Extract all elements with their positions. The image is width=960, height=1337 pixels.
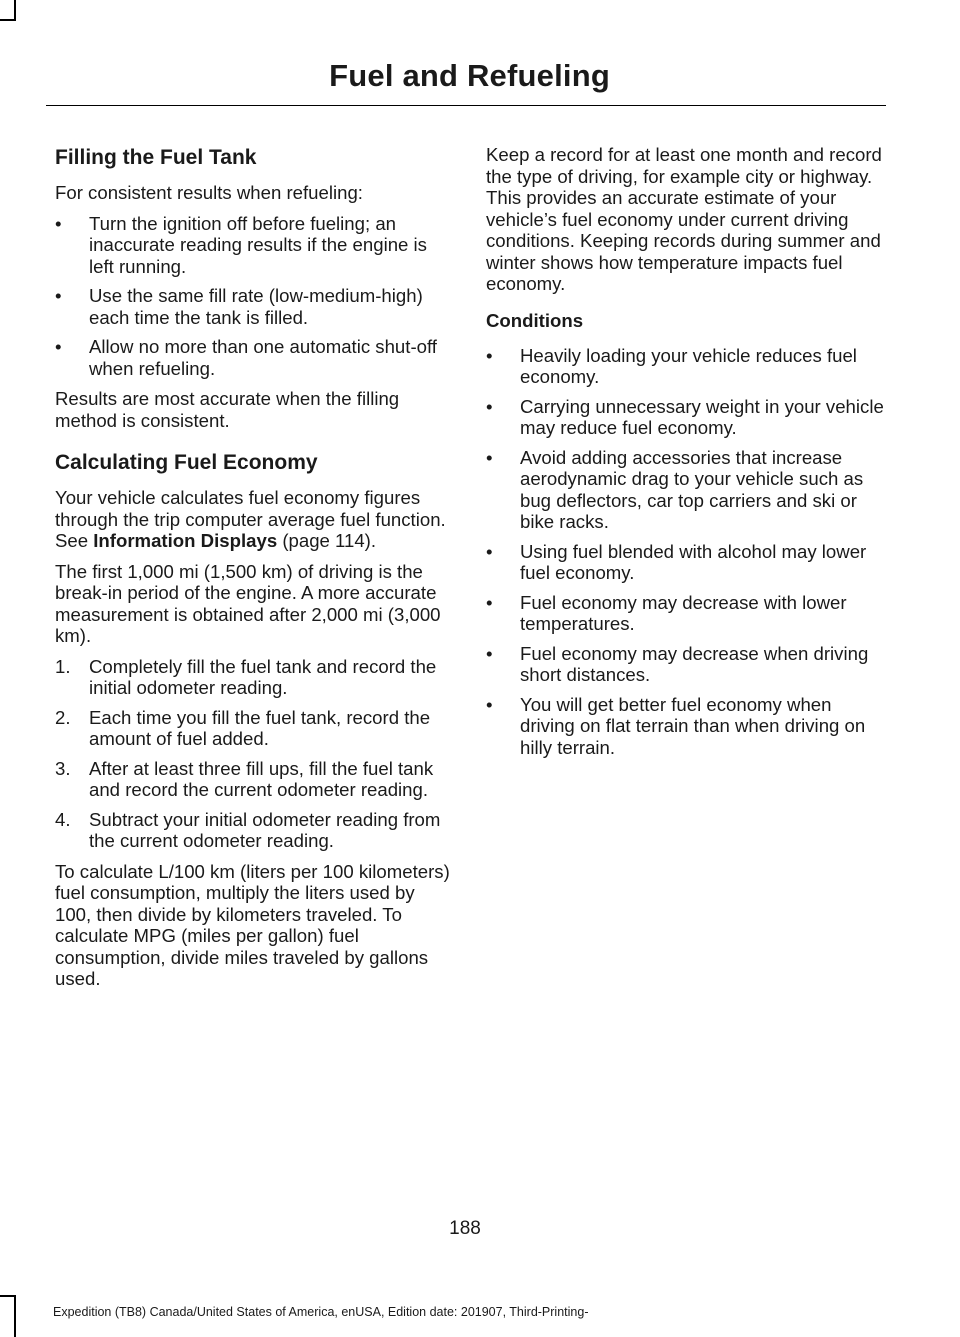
list-item: • Use the same fill rate (low-medium-high) each time the tank is filled. [55,285,423,328]
bullet: • [486,395,493,417]
list-item: • Allow no more than one automatic shut-off when refueling. [55,336,437,379]
calc-heading: Calculating Fuel Economy [55,451,318,474]
list-item: • Avoid adding accessories that increase aerodynamic drag to your vehicle such as bug deflectors, car top carriers and ski or bike racks. [486,446,864,532]
list-item: 2. Each time you fill the fuel tank, record the amount of fuel added. [55,706,431,749]
page-title: Fuel and Refueling [329,58,610,93]
filling-list [55,213,450,380]
step-number: 3. [55,757,71,779]
left-column [55,144,450,999]
list-item: • Carrying unnecessary weight in your vehicle may reduce fuel economy. [486,395,884,438]
bullet: • [55,285,62,306]
list-item: 1. Completely fill the fuel tank and record the initial odometer reading. [55,655,437,698]
right-column [486,144,884,767]
bullet: • [486,591,493,613]
calc-paragraph-2: The first 1,000 mi (1,500 km) of driving is the break-in period of the engine. A more accurate measurement is obtained after 2,000 mi (3,000 km). [55,560,441,646]
bullet: • [486,446,493,468]
step-number: 4. [55,808,71,830]
list-item: • Fuel economy may decrease with lower temperatures. [486,591,847,634]
crop-mark-top-left-vertical [14,0,16,20]
list-item: 4. Subtract your initial odometer reading from the current odometer reading. [55,808,441,851]
step-number: 2. [55,706,71,728]
conditions-heading: Conditions [486,309,584,331]
list-item: • Using fuel blended with alcohol may lower fuel economy. [486,540,867,583]
step-number: 1. [55,655,71,677]
list-item: • Fuel economy may decrease when driving short distances. [486,642,869,685]
calc-paragraph-3: To calculate L/100 km (liters per 100 kilometers) fuel consumption, multiply the liters used by 100, then divide by kilometers traveled. To calculate MPG (miles per gallon) fuel consumption, divide miles traveled by gallons used. [55,860,450,989]
record-paragraph: Keep a record for at least one month and record the type of driving, for example city or highway. This provides an accurate estimate of your vehicle’s fuel economy under current driving conditions. Keeping records during summer and winter shows how temperature impacts fuel economy. [486,144,882,294]
footer-edition-text: Expedition (TB8) Canada/United States of America, enUSA, Edition date: 201907, Third-Printing- [53,1305,589,1319]
list-item: • Turn the ignition off before fueling; an inaccurate reading results if the engine is left running. [55,212,427,277]
crop-mark-top-left-horizontal [0,19,16,21]
list-item: 3. After at least three fill ups, fill the fuel tank and record the current odometer reading. [55,757,434,800]
crop-mark-bottom-left-vertical [14,1295,16,1337]
bullet: • [486,642,493,664]
steps-list [55,656,450,852]
cross-reference-link[interactable]: Information Displays [93,530,278,551]
filling-outro: Results are most accurate when the filling method is consistent. [55,388,400,431]
list-item: • You will get better fuel economy when driving on flat terrain than when driving on hilly terrain. [486,693,866,758]
list-item: • Heavily loading your vehicle reduces fuel economy. [486,344,857,387]
calc-paragraph-1: Your vehicle calculates fuel economy figures through the trip computer average fuel function. See Information Displays (page 114). [55,487,446,551]
bullet: • [486,540,493,562]
header-rule [46,105,886,106]
bullet: • [55,212,62,234]
filling-intro: For consistent results when refueling: [55,182,363,203]
page-number: 188 [449,1218,481,1239]
crop-mark-bottom-left-horizontal [0,1295,16,1297]
conditions-list [486,345,884,759]
filling-heading: Filling the Fuel Tank [55,146,257,169]
bullet: • [486,344,493,366]
bullet: • [55,336,62,357]
bullet: • [486,693,493,715]
